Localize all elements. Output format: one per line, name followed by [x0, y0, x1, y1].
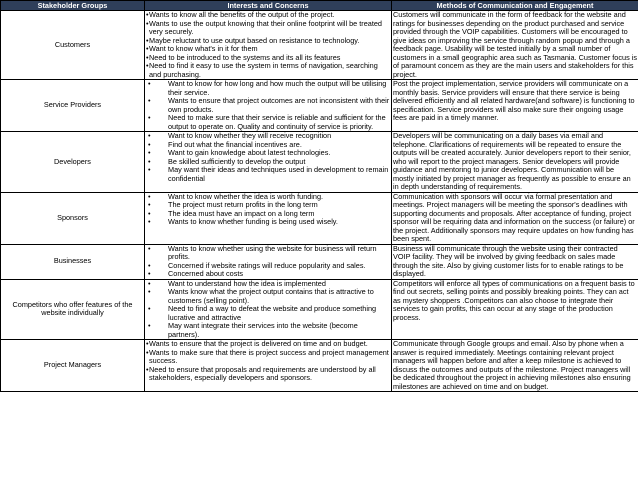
stakeholder-group-cell: Businesses	[1, 244, 145, 279]
stakeholder-group-cell: Service Providers	[1, 80, 145, 132]
interests-cell	[145, 340, 392, 392]
header-interests-and-concerns: Interests and Concerns	[145, 1, 392, 11]
list-item: • Wants to know whether funding is being used wisely.	[146, 218, 390, 227]
list-item: • Need to make sure that their service is reliable and sufficient for the output to operate on. Quality and continuity of service is priority.	[146, 114, 390, 131]
list-item: • Find out what the financial incentives are.	[146, 141, 390, 150]
list-item: • Want to understand how the idea is implemented	[146, 280, 390, 289]
stakeholder-group-cell: Project Managers	[1, 340, 145, 392]
interests-list	[146, 11, 390, 79]
table-row	[1, 244, 638, 279]
list-item: • Need to find it easy to use the system in terms of navigation, searching and purchasing.	[146, 62, 390, 79]
list-item: • Wants to know whether using the website for business will return profits.	[146, 245, 390, 262]
table-row	[1, 80, 638, 132]
list-item: • Maybe reluctant to use output based on resistance to technology.	[146, 37, 390, 46]
interests-cell	[145, 11, 392, 80]
table-row	[1, 11, 638, 80]
list-item: • May want their ideas and techniques used in development to remain confidential	[146, 166, 390, 183]
interests-cell	[145, 279, 392, 340]
methods-cell: Communication with sponsors will occur via formal presentation and meetings. Project managers will be meeting the sponsor's deadlines with supporting documents and proposals. After acceptance of funding, project sponsor will be requiring data and information on the success (or failure) or the project. Additionally sponsors may require updates on how funding has been spent.	[392, 192, 638, 244]
methods-cell: Communicate through Google groups and email. Also by phone when a answer is required immediately. Meetings containing relevant project managers will happen before and after a keep milestone is achieved to discuss the outcomes and outputs of the milestone. Project managers will be dedicated throughout the project in achieving milestones also ensuring milestones are achieved on time and on budget.	[392, 340, 638, 392]
table-row	[1, 192, 638, 244]
list-item: • Wants know what the project output contains that is attractive to customers (selling point).	[146, 288, 390, 305]
list-item: • Want to gain knowledge about latest technologies.	[146, 149, 390, 158]
list-item: • Wants to make sure that there is project success and project management success.	[146, 349, 390, 366]
table-row	[1, 132, 638, 193]
list-item: • The idea must have an impact on a long term	[146, 210, 390, 219]
interests-cell	[145, 244, 392, 279]
list-item: • Need to find a way to defeat the website and produce something lucrative and attractive	[146, 305, 390, 322]
interests-list	[146, 80, 390, 131]
interests-list	[146, 340, 390, 383]
list-item: • Want to know whether the idea is worth funding.	[146, 193, 390, 202]
list-item: • The project must return profits in the long term	[146, 201, 390, 210]
interests-cell	[145, 80, 392, 132]
interests-cell	[145, 132, 392, 193]
list-item: • Concerned if website ratings will reduce popularity and sales.	[146, 262, 390, 271]
interests-list	[146, 193, 390, 227]
list-item: • Be skilled sufficiently to develop the output	[146, 158, 390, 167]
methods-cell: Competitors will enforce all types of communications on a frequent basis to find out secrets, selling points and possibly breaking points. They can act as mystery shoppers .Competitors can also choose to integrate their services to gain profits, this can occur at any stage of the production process.	[392, 279, 638, 340]
list-item: • Concerned about costs	[146, 270, 390, 279]
header-row	[1, 1, 638, 11]
header-methods-of-communication: Methods of Communication and Engagement	[392, 1, 638, 11]
table-row	[1, 279, 638, 340]
interests-list	[146, 132, 390, 183]
stakeholder-group-cell: Customers	[1, 11, 145, 80]
list-item: • Want to know for how long and how much the output will be utilising their service.	[146, 80, 390, 97]
header-stakeholder-groups: Stakeholder Groups	[1, 1, 145, 11]
methods-cell: Post the project implementation, service providers will communicate on a monthly basis. Service providers will ensure that there service is being delivered efficiently and all related hardware(and software) is functioning to specification. Service providers will also make sure their ongoing usage fees are paid in a timely manner.	[392, 80, 638, 132]
stakeholder-group-cell: Competitors who offer features of the website individually	[1, 279, 145, 340]
list-item: • Need to be introduced to the systems and its all its features	[146, 54, 390, 63]
methods-cell: Business will communicate through the website using their contracted VOIP facility. They will be involved by giving feedback on sales made through the site. Also by giving customer lists for to enable ratings to be displayed.	[392, 244, 638, 279]
list-item: • Want to know what's in it for them	[146, 45, 390, 54]
list-item: • Wants to know all the benefits of the output of the project.	[146, 11, 390, 20]
methods-cell: Developers will be communicating on a daily bases via email and telephone. Clarifications of requirements will be repeated to ensure the outputs will be created accurately. Junior developers report to their senior, who will report to the project managers. Senior developers will provide guidance and mentoring to junior developers. Communication will be mostly initiated by project manager as frequently as possible to ensure an in depth understanding of requirements.	[392, 132, 638, 193]
list-item: • Wants to use the output knowing that their online footprint will be treated very securely.	[146, 20, 390, 37]
stakeholder-group-cell: Developers	[1, 132, 145, 193]
methods-cell: Customers will communicate in the form of feedback for the website and ratings for businesses depending on the product purchased and service provided through the VOIP capabilities. Customers will be encouraged to give ideas on improving the service through random popup and through a feedback page. Usability will be tested initially by a small number of customers in a small geographic area such as Tasmania. Customer focus is of paramount concern as they are the main users and stakeholders for this project.	[393, 10, 638, 79]
list-item: • Wants to ensure that project outcomes are not inconsistent with their own products.	[146, 97, 390, 114]
list-item: • May want integrate their services into the website (become partners).	[146, 322, 390, 339]
list-item: • Need to ensure that proposals and requirements are understood by all stakeholders, especially developers and sponsors.	[146, 366, 390, 383]
interests-list	[146, 245, 390, 279]
list-item: • Wants to ensure that the project is delivered on time and on budget.	[146, 340, 390, 349]
interests-cell	[145, 192, 392, 244]
interests-list	[146, 280, 390, 340]
stakeholder-group-cell: Sponsors	[1, 192, 145, 244]
table-row	[1, 340, 638, 392]
list-item: • Want to know whether they will receive recognition	[146, 132, 390, 141]
